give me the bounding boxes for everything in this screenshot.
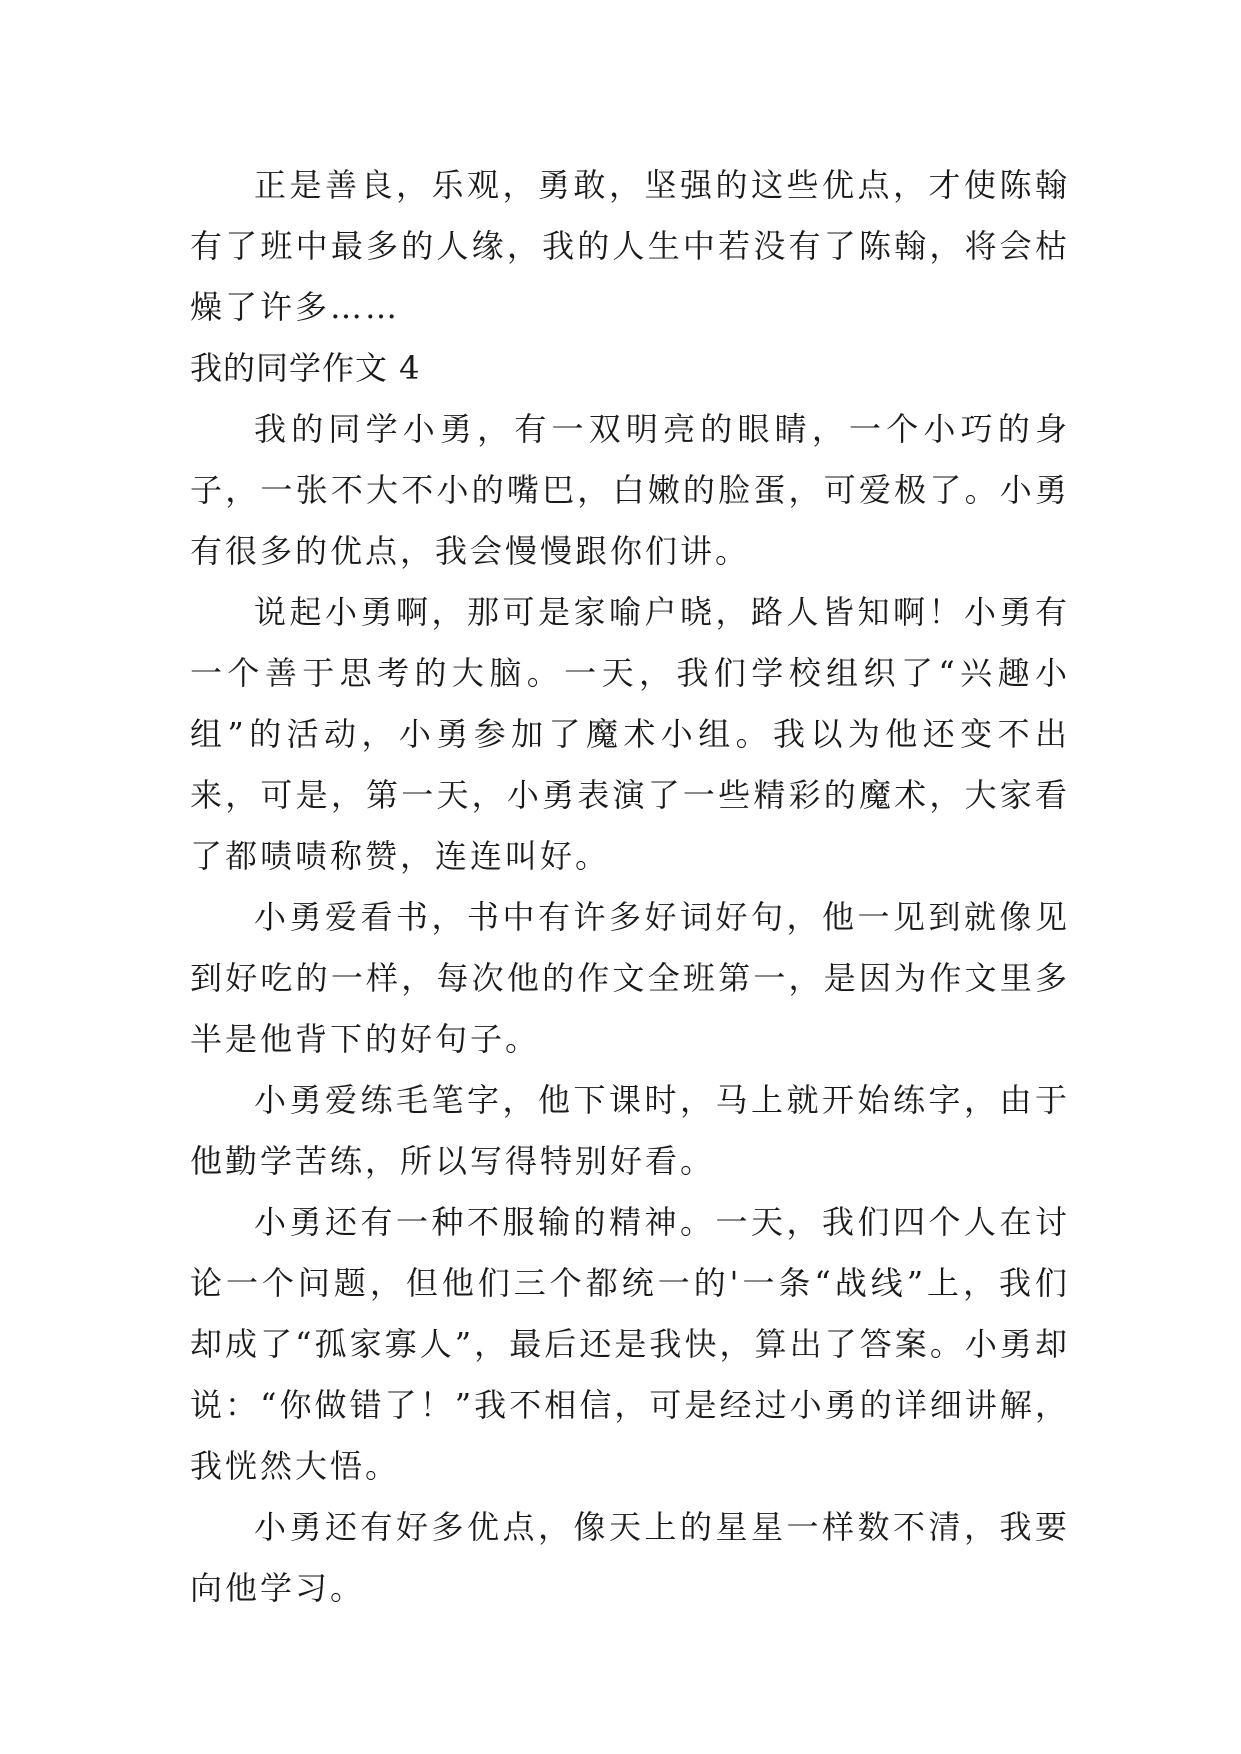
essay-heading: 我的同学作文 4 (190, 349, 421, 387)
paragraph-6: 小勇还有好多优点，像天上的星星一样数不清，我要向他学习。 (190, 1508, 1070, 1607)
paragraph-2: 说起小勇啊，那可是家喻户晓，路人皆知啊！小勇有一个善于思考的大脑。一天，我们学校组织了“兴趣小组”的活动，小勇参加了魔术小组。我以为他还变不出来，可是，第一天，小勇表演了一些精彩的魔术，大家看了都啧啧称赞，连连叫好。 (190, 593, 1070, 875)
paragraph-intro: 正是善良，乐观，勇敢，坚强的这些优点，才使陈翰有了班中最多的人缘，我的人生中若没有了陈翰，将会枯燥了许多…… (190, 166, 1070, 326)
paragraph-3: 小勇爱看书，书中有许多好词好句，他一见到就像见到好吃的一样，每次他的作文全班第一，是因为作文里多半是他背下的好句子。 (190, 898, 1070, 1058)
paragraph-4: 小勇爱练毛笔字，他下课时，马上就开始练字，由于他勤学苦练，所以写得特别好看。 (190, 1081, 1070, 1180)
document-page (190, 155, 1070, 1619)
paragraph-1: 我的同学小勇，有一双明亮的眼睛，一个小巧的身子，一张不大不小的嘴巴，白嫩的脸蛋，可爱极了。小勇有很多的优点，我会慢慢跟你们讲。 (190, 410, 1070, 570)
paragraph-5: 小勇还有一种不服输的精神。一天，我们四个人在讨论一个问题，但他们三个都统一的'一条“战线”上，我们却成了“孤家寡人”，最后还是我快，算出了答案。小勇却说：“你做错了！”我不相信，可是经过小勇的详细讲解，我恍然大悟。 (190, 1203, 1070, 1485)
